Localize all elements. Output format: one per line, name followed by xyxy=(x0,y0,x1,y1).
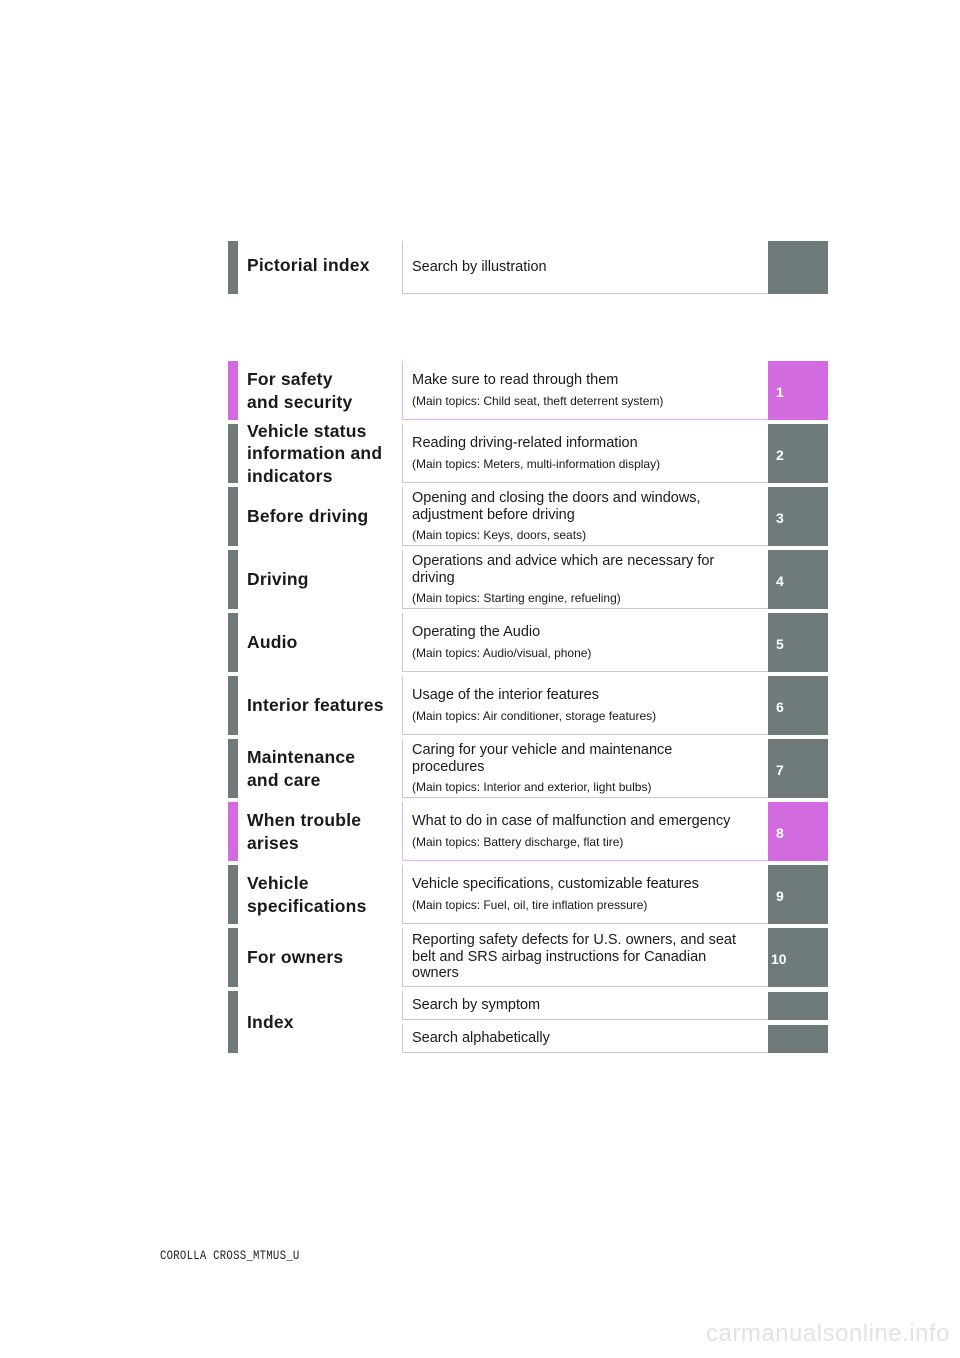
row-title-text: For owners xyxy=(247,947,344,968)
chapter-tab-7[interactable]: 7 xyxy=(768,739,828,798)
row-title xyxy=(247,802,397,861)
row-desc-topics: (Main topics: Air conditioner, storage features) xyxy=(412,708,657,723)
row-description xyxy=(402,613,768,672)
row-bar xyxy=(228,676,238,735)
row-desc-main: Caring for your vehicle and maintenance procedures xyxy=(412,742,673,775)
row-title xyxy=(247,928,397,987)
row-section-10[interactable] xyxy=(228,928,828,987)
row-bar xyxy=(228,991,238,1053)
row-title-text: Vehicle status information and indicators xyxy=(247,420,383,486)
row-desc-topics: (Main topics: Interior and exterior, light bulbs) xyxy=(412,780,652,794)
row-description xyxy=(402,739,768,798)
watermark: carmanualsonline.info xyxy=(706,1320,950,1347)
row-description xyxy=(402,487,768,546)
index-tab-alphabetical[interactable] xyxy=(768,1025,828,1053)
index-item-label: Search alphabetically xyxy=(412,1030,550,1046)
chapter-tab-2[interactable]: 2 xyxy=(768,424,828,483)
row-desc-main: Opening and closing the doors and windows, adjustment before driving xyxy=(412,490,701,523)
row-desc-topics: (Main topics: Audio/visual, phone) xyxy=(412,645,592,660)
row-title-text: Driving xyxy=(247,569,309,590)
row-desc-topics: (Main topics: Battery discharge, flat tire) xyxy=(412,834,624,849)
row-description xyxy=(402,424,768,483)
index-tab-symptom[interactable] xyxy=(768,992,828,1020)
document-footer-code: COROLLA CROSS_MTMUS_U xyxy=(160,1248,300,1263)
row-index xyxy=(228,991,828,1053)
row-description xyxy=(402,241,768,294)
row-bar xyxy=(228,802,238,861)
row-title-text: Maintenance and care xyxy=(247,747,356,790)
chapter-tab-10[interactable]: 10 xyxy=(768,928,828,987)
row-section-9[interactable] xyxy=(228,865,828,924)
row-description xyxy=(402,802,768,861)
row-desc-main: Reporting safety defects for U.S. owners, and seat belt and SRS airbag instructions for Canadian owners xyxy=(412,932,736,982)
chapter-tab-6[interactable]: 6 xyxy=(768,676,828,735)
row-title xyxy=(247,739,397,798)
row-title xyxy=(247,361,397,420)
row-title xyxy=(247,420,397,486)
row-description xyxy=(402,676,768,735)
row-desc-topics: (Main topics: Meters, multi-information display) xyxy=(412,456,661,471)
row-title xyxy=(247,865,397,924)
chapter-tab-1[interactable]: 1 xyxy=(768,361,828,420)
chapter-tab-5[interactable]: 5 xyxy=(768,613,828,672)
row-bar xyxy=(228,487,238,546)
chapter-tab-8[interactable]: 8 xyxy=(768,802,828,861)
row-description xyxy=(402,928,768,987)
chapter-tab-4[interactable]: 4 xyxy=(768,550,828,609)
row-tab[interactable] xyxy=(768,241,828,294)
row-section-6[interactable] xyxy=(228,676,828,735)
row-title xyxy=(247,487,397,546)
row-title: Index xyxy=(247,1011,294,1032)
row-desc-main: Operations and advice which are necessary for driving xyxy=(412,553,715,586)
row-section-7[interactable] xyxy=(228,739,828,798)
chapter-tab-9[interactable]: 9 xyxy=(768,865,828,924)
row-title-text: Audio xyxy=(247,632,298,653)
row-description xyxy=(402,550,768,609)
row-description xyxy=(402,865,768,924)
row-desc-main: What to do in case of malfunction and emergency xyxy=(412,813,731,830)
row-desc-main: Operating the Audio xyxy=(412,624,541,641)
row-title-text: Before driving xyxy=(247,506,369,527)
row-bar xyxy=(228,424,238,483)
index-item-label: Search by symptom xyxy=(412,997,541,1013)
row-title-text: For safety and security xyxy=(247,369,353,412)
row-desc-topics: (Main topics: Child seat, theft deterrent system) xyxy=(412,393,664,408)
row-desc-topics: (Main topics: Starting engine, refueling) xyxy=(412,591,621,605)
row-desc-main: Search by illustration xyxy=(412,258,547,275)
row-title-text: Vehicle specifications xyxy=(247,873,367,916)
row-section-2[interactable] xyxy=(228,420,828,486)
row-desc-topics: (Main topics: Fuel, oil, tire inflation pressure) xyxy=(412,897,648,912)
chapter-tab-3[interactable]: 3 xyxy=(768,487,828,546)
row-bar xyxy=(228,241,238,294)
row-section-1[interactable] xyxy=(228,361,828,420)
row-desc-main: Vehicle specifications, customizable features xyxy=(412,876,699,893)
row-bar xyxy=(228,550,238,609)
row-desc-topics: (Main topics: Keys, doors, seats) xyxy=(412,528,587,542)
row-description xyxy=(402,361,768,420)
index-search-by-symptom[interactable] xyxy=(402,991,768,1020)
index-search-alphabetically[interactable] xyxy=(402,1024,768,1053)
row-bar xyxy=(228,865,238,924)
row-section-8[interactable] xyxy=(228,802,828,861)
row-desc-main: Usage of the interior features xyxy=(412,687,599,704)
row-title xyxy=(247,613,397,672)
row-bar xyxy=(228,361,238,420)
row-section-5[interactable] xyxy=(228,613,828,672)
row-desc-main: Make sure to read through them xyxy=(412,372,619,389)
row-desc-main: Reading driving-related information xyxy=(412,435,638,452)
row-title xyxy=(247,550,397,609)
row-pictorial-index[interactable] xyxy=(228,241,828,294)
row-bar xyxy=(228,928,238,987)
row-section-3[interactable] xyxy=(228,487,828,546)
row-title: Pictorial index xyxy=(247,255,370,275)
row-title-text: Interior features xyxy=(247,695,384,716)
row-title-text: When trouble arises xyxy=(247,810,362,853)
row-bar xyxy=(228,739,238,798)
row-title xyxy=(247,676,397,735)
row-section-4[interactable] xyxy=(228,550,828,609)
row-bar xyxy=(228,613,238,672)
